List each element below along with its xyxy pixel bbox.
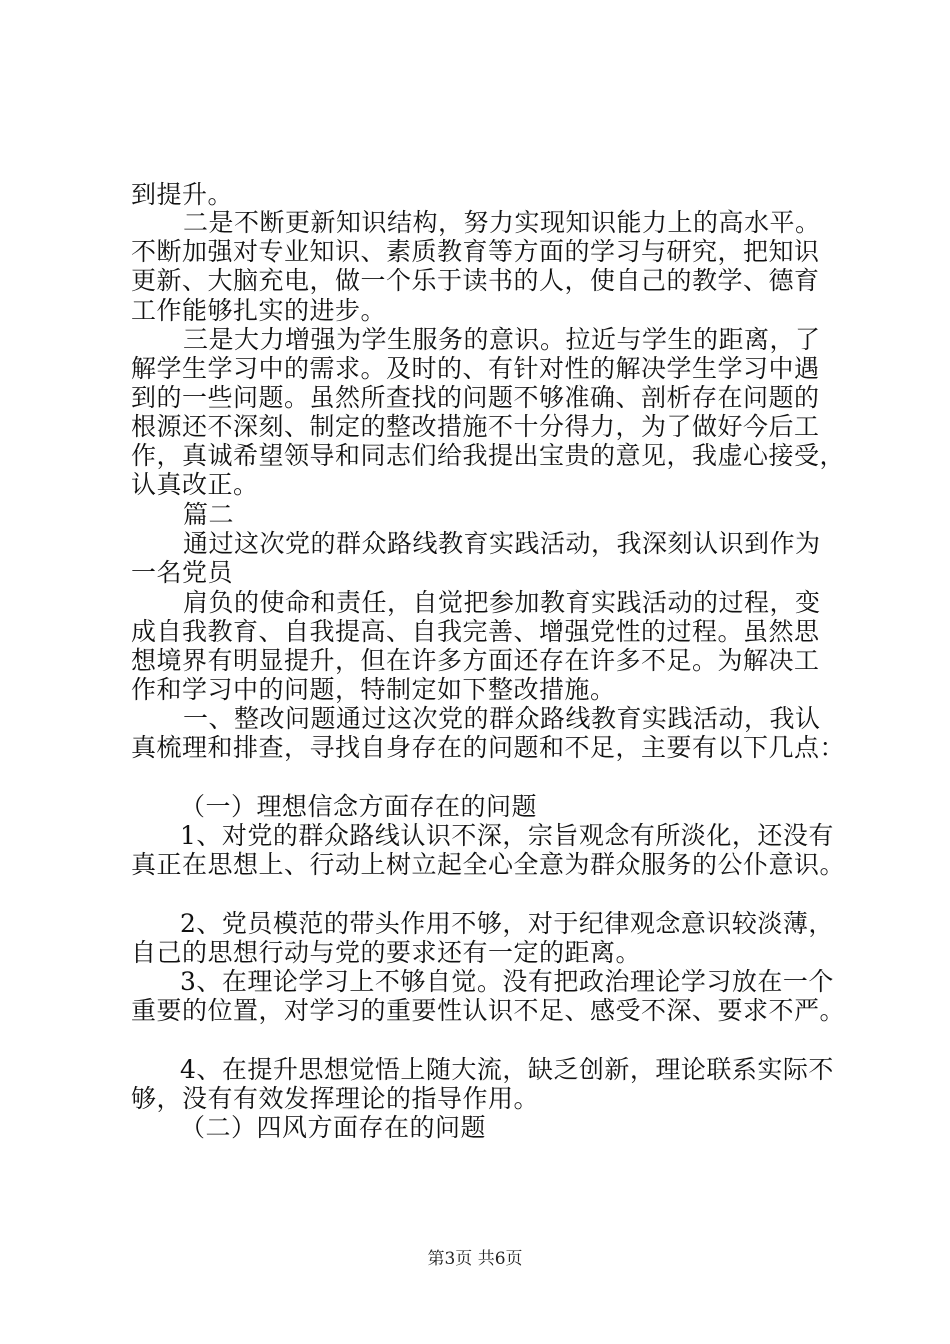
text-line: 通过这次党的群众路线教育实践活动，我深刻认识到作为 bbox=[183, 529, 821, 558]
page-number: 第3页 共6页 bbox=[427, 1249, 523, 1269]
text-line: 解学生学习中的需求。及时的、有针对性的解决学生学习中遇 bbox=[131, 354, 820, 383]
text-line: 成自我教育、自我提高、自我完善、增强党性的过程。虽然思 bbox=[131, 617, 820, 646]
text-line: 工作能够扎实的进步。 bbox=[131, 296, 387, 325]
text-line: 重要的位置，对学习的重要性认识不足、感受不深、要求不严。 bbox=[131, 996, 846, 1025]
text-line: 三是大力增强为学生服务的意识。拉近与学生的距离，了 bbox=[183, 325, 821, 354]
text-line: 想境界有明显提升，但在许多方面还存在许多不足。为解决工 bbox=[131, 646, 820, 675]
text-line: 到提升。 bbox=[131, 180, 234, 209]
text-line: 真正在思想上、行动上树立起全心全意为群众服务的公仆意识。 bbox=[131, 850, 846, 879]
text-line: 3、在理论学习上不够自觉。没有把政治理论学习放在一个 bbox=[180, 967, 834, 996]
text-line: 二是不断更新知识结构，努力实现知识能力上的高水平。 bbox=[183, 208, 821, 237]
text-line: 根源还不深刻、制定的整改措施不十分得力，为了做好今后工 bbox=[131, 412, 820, 441]
text-line: 够，没有有效发挥理论的指导作用。 bbox=[131, 1084, 540, 1113]
text-line: 4、在提升思想觉悟上随大流，缺乏创新，理论联系实际不 bbox=[180, 1055, 834, 1084]
text-line: 更新、大脑充电，做一个乐于读书的人，使自己的教学、德育 bbox=[131, 266, 820, 295]
subsection-heading: （一）理想信念方面存在的问题 bbox=[180, 792, 538, 821]
text-line: 作和学习中的问题，特制定如下整改措施。 bbox=[131, 675, 616, 704]
text-line: 1、对党的群众路线认识不深，宗旨观念有所淡化，还没有 bbox=[180, 821, 834, 850]
text-line: 真梳理和排查，寻找自身存在的问题和不足，主要有以下几点： bbox=[131, 733, 846, 762]
text-line: 作，真诚希望领导和同志们给我提出宝贵的意见，我虚心接受， bbox=[131, 441, 846, 470]
text-line: 一名党员 bbox=[131, 558, 234, 587]
text-line: 自己的思想行动与党的要求还有一定的距离。 bbox=[131, 938, 642, 967]
text-line: 肩负的使命和责任，自觉把参加教育实践活动的过程，变 bbox=[183, 588, 821, 617]
text-line: 不断加强对专业知识、素质教育等方面的学习与研究，把知识 bbox=[131, 237, 820, 266]
text-line: 2、党员模范的带头作用不够，对于纪律观念意识较淡薄， bbox=[180, 909, 834, 938]
text-line: 到的一些问题。虽然所查找的问题不够准确、剖析存在问题的 bbox=[131, 383, 820, 412]
section-heading: 篇二 bbox=[183, 500, 235, 529]
subsection-heading: （二）四风方面存在的问题 bbox=[180, 1113, 487, 1142]
text-line: 认真改正。 bbox=[131, 470, 259, 499]
text-line: 一、整改问题通过这次党的群众路线教育实践活动，我认 bbox=[183, 704, 821, 733]
